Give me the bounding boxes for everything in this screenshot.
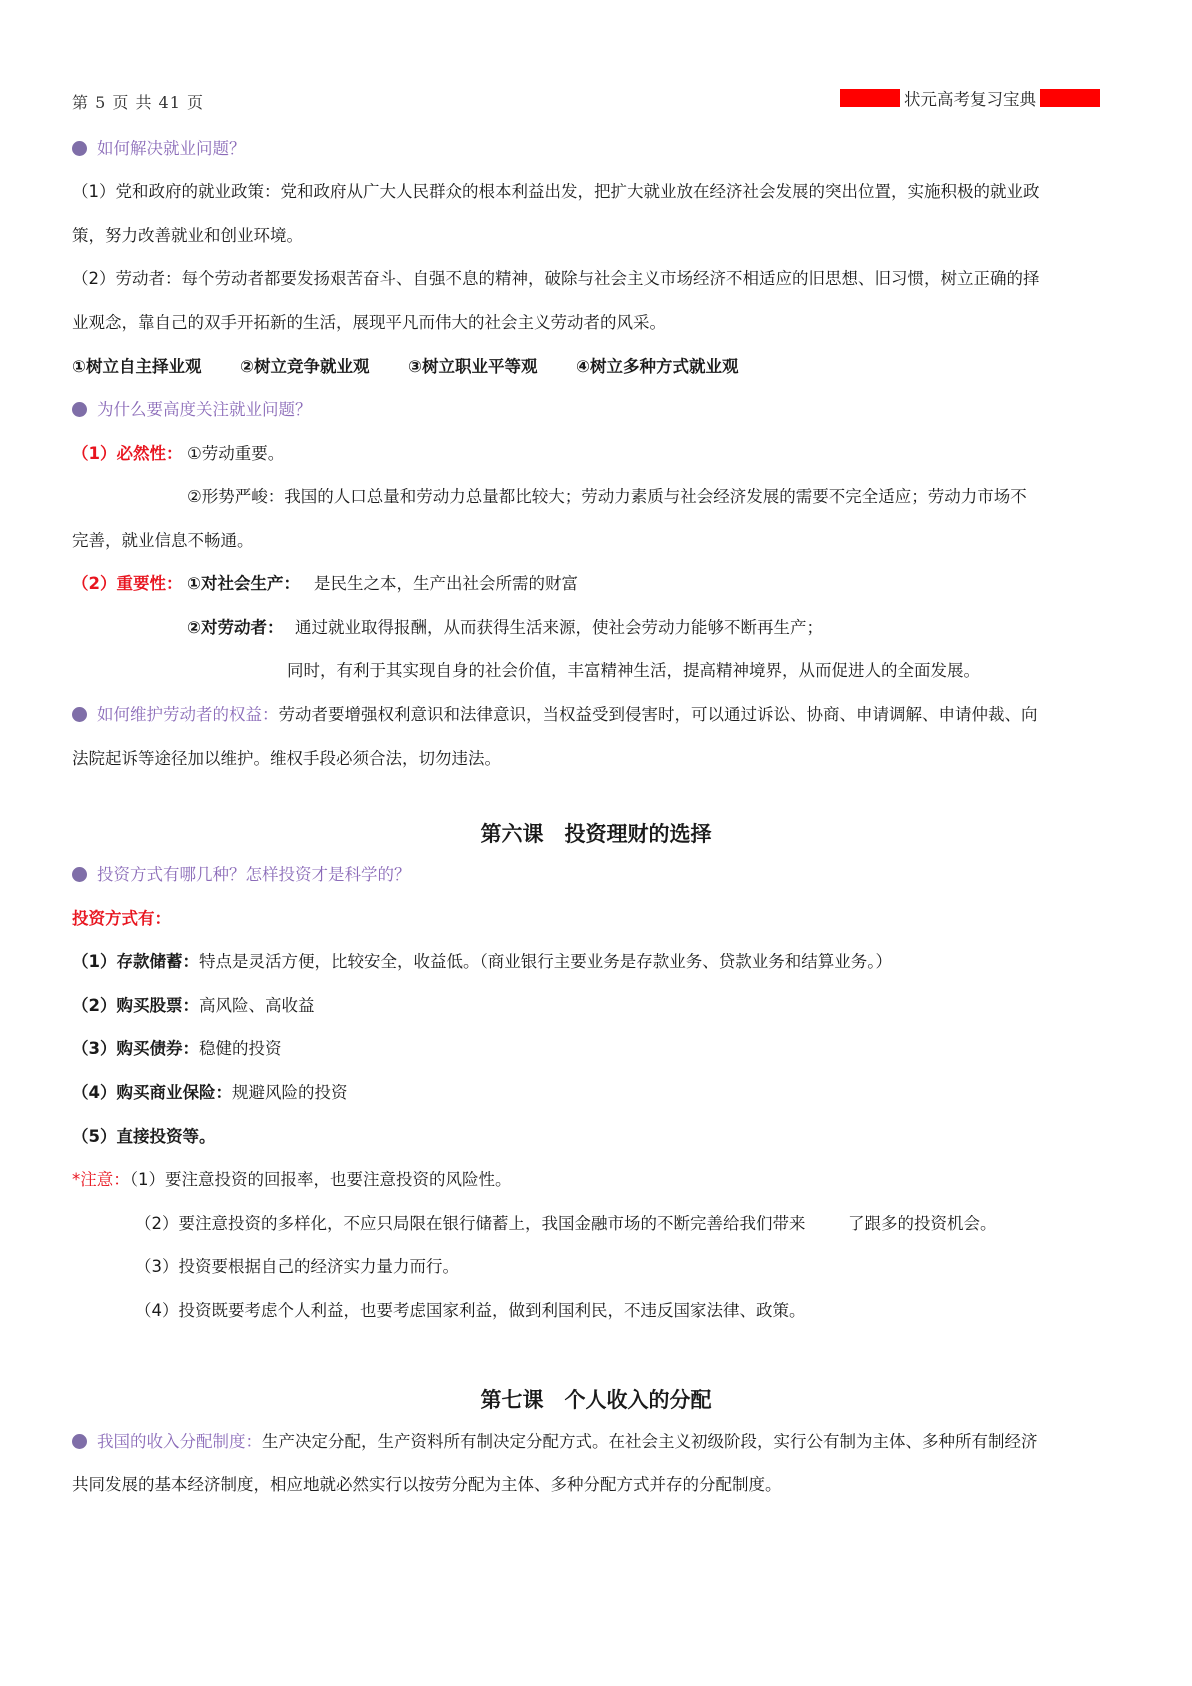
- necessity-row: [72, 443, 285, 465]
- method-item: （5）直接投资等。: [72, 1127, 216, 1146]
- note-label: 注意：: [80, 1170, 130, 1189]
- method-item: （1）存款储蓄：特点是灵活方便，比较安全，收益低。（商业银行主要业务是存款业务、贷款业务和结算业务。）: [72, 952, 892, 971]
- view-item: ②树立竞争就业观: [240, 357, 370, 376]
- method-item: （3）购买债券：稳健的投资: [72, 1039, 282, 1058]
- method-item: （2）购买股票：高风险、高收益: [72, 996, 315, 1015]
- note-item: （3）投资要根据自己的经济实力量力而行。: [135, 1257, 459, 1276]
- importance-item-text: 是民生之本，生产出社会所需的财富: [314, 574, 578, 593]
- paragraph: 共同发展的基本经济制度，相应地就必然实行以按劳分配为主体、多种分配方式并存的分配制度。: [72, 1475, 782, 1494]
- bullet-icon: [72, 1434, 87, 1449]
- method-item: （4）购买商业保险：规避风险的投资: [72, 1083, 348, 1102]
- bullet-icon: [72, 141, 87, 156]
- importance-label: （2）重要性：: [72, 574, 183, 593]
- document-title: 状元高考复习宝典: [904, 90, 1036, 109]
- question-income-distribution: 我国的收入分配制度：生产决定分配，生产资料所有制决定分配方式。在社会主义初级阶段，实行公有制为主体、多种所有制经济: [72, 1431, 1038, 1453]
- note-item: （4）投资既要考虑个人利益，也要考虑国家利益，做到利国利民，不违反国家法律、政策。: [135, 1301, 806, 1320]
- paragraph: ②形势严峻：我国的人口总量和劳动力总量都比较大；劳动力素质与社会经济发展的需要不完全适应；劳动力市场不: [187, 487, 1027, 506]
- question-rights: 如何维护劳动者的权益：劳动者要增强权利意识和法律意识，当权益受到侵害时，可以通过诉讼、协商、申请调解、申请仲裁、向: [72, 704, 1038, 726]
- importance-row: [72, 573, 578, 595]
- paragraph: 策，努力改善就业和创业环境。: [72, 226, 303, 245]
- star-icon: *: [72, 1170, 81, 1189]
- question-employment-solutions: 如何解决就业问题？: [72, 138, 246, 160]
- importance-item-text: 通过就业取得报酬，从而获得生活来源，使社会劳动力能够不断再生产；: [295, 618, 823, 637]
- bullet-icon: [72, 402, 87, 417]
- paragraph: （2）劳动者：每个劳动者都要发扬艰苦奋斗、自强不息的精神，破除与社会主义市场经济不相适应的旧思想、旧习惯，树立正确的择: [72, 269, 1040, 288]
- paragraph: 业观念，靠自己的双手开拓新的生活，展现平凡而伟大的社会主义劳动者的风采。: [72, 313, 666, 332]
- necessity-item: ①劳动重要。: [187, 444, 285, 463]
- red-bar-left: [840, 89, 900, 107]
- lesson-6-heading: 第六课 投资理财的选择: [480, 822, 712, 846]
- importance-item-label: ②对劳动者：: [187, 618, 284, 637]
- lesson-7-heading: 第七课 个人收入的分配: [480, 1388, 712, 1412]
- paragraph: 完善，就业信息不畅通。: [72, 531, 254, 550]
- red-bar-right: [1040, 89, 1100, 107]
- question-why-employment: 为什么要高度关注就业问题？: [72, 399, 312, 421]
- document-header-title-block: [840, 86, 1100, 110]
- page-number: 第 5 页 共 41 页: [72, 93, 204, 112]
- methods-label: 投资方式有：: [72, 909, 171, 928]
- importance-row-2: [187, 617, 823, 639]
- employment-views: [72, 356, 739, 378]
- note-row: *注意：（1）要注意投资的回报率，也要注意投资的风险性。: [72, 1170, 512, 1189]
- view-item: ④树立多种方式就业观: [576, 357, 739, 376]
- paragraph: （1）党和政府的就业政策：党和政府从广大人民群众的根本利益出发，把扩大就业放在经济社会发展的突出位置，实施积极的就业政: [72, 182, 1040, 201]
- view-item: ③树立职业平等观: [408, 357, 538, 376]
- bullet-icon: [72, 867, 87, 882]
- note-item: （2）要注意投资的多样化，不应只局限在银行储蓄上，我国金融市场的不断完善给我们带来 了跟多的投资机会。: [135, 1214, 997, 1233]
- paragraph: 同时，有利于其实现自身的社会价值，丰富精神生活，提高精神境界，从而促进人的全面发展。: [287, 661, 980, 680]
- necessity-label: （1）必然性：: [72, 444, 183, 463]
- bullet-icon: [72, 707, 87, 722]
- view-item: ①树立自主择业观: [72, 357, 202, 376]
- paragraph: 法院起诉等途径加以维护。维权手段必须合法，切勿违法。: [72, 749, 501, 768]
- importance-item-label: ①对社会生产：: [187, 574, 300, 593]
- question-investment: 投资方式有哪几种？怎样投资才是科学的？: [72, 864, 411, 886]
